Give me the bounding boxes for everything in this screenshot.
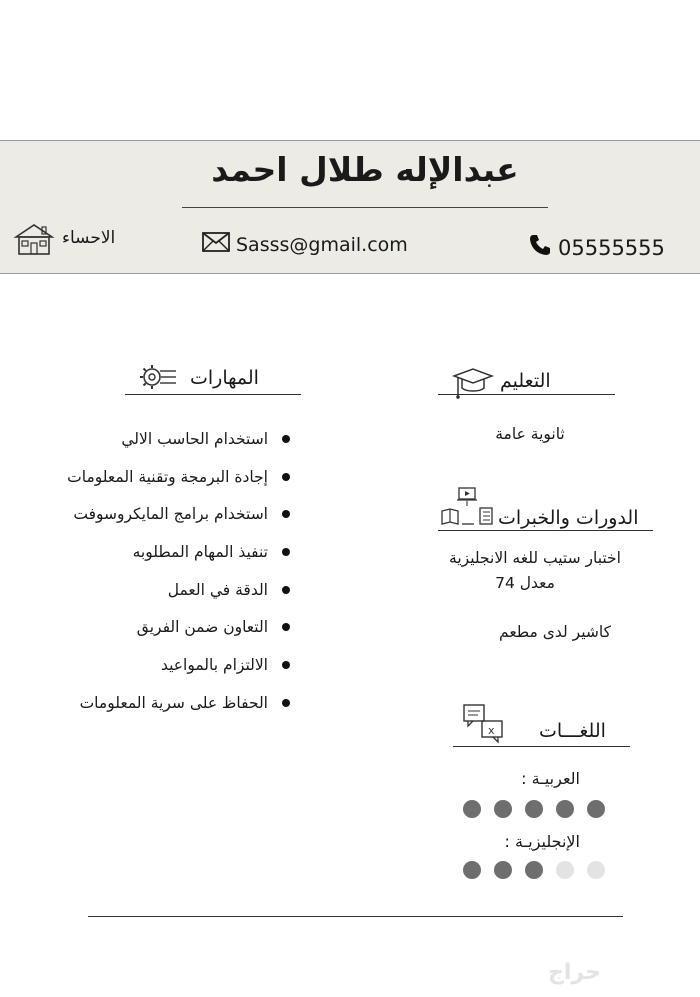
envelope-icon — [202, 232, 230, 257]
education-title: التعليم — [500, 370, 551, 392]
house-icon — [12, 222, 56, 261]
level-dot — [494, 861, 512, 879]
level-dot — [525, 861, 543, 879]
course-line-3: كاشير لدى مطعم — [499, 623, 611, 641]
level-dot — [463, 800, 481, 818]
arabic-label: العربيـة : — [521, 769, 580, 788]
location-text: الاحساء — [62, 227, 116, 248]
phone-contact[interactable] — [528, 233, 665, 262]
level-dot — [556, 861, 574, 879]
name-divider — [182, 207, 548, 208]
level-dot — [525, 800, 543, 818]
level-dot — [494, 800, 512, 818]
list-item: التعاون ضمن الفريق — [0, 608, 290, 646]
list-item: الحفاظ على سرية المعلومات — [0, 684, 290, 722]
languages-title: اللغـــات — [539, 720, 606, 742]
course-line-2: معدل 74 — [495, 574, 555, 592]
email-contact[interactable] — [202, 232, 408, 257]
level-dot — [463, 861, 481, 879]
footer-divider — [88, 916, 623, 917]
course-line-1: اختبار ستيب للغه الانجليزية — [449, 549, 621, 567]
english-label: الإنجليزيـة : — [504, 832, 580, 851]
translate-icon — [462, 703, 504, 749]
person-name: عبدالإله طلال احمد — [211, 150, 519, 189]
list-item: الدقة في العمل — [0, 571, 290, 609]
english-level-dots — [463, 861, 605, 879]
email-text: Sasss@gmail.com — [236, 233, 408, 256]
phone-icon — [528, 233, 552, 262]
list-item: إجادة البرمجة وتقنية المعلومات — [0, 458, 290, 496]
watermark: حراج — [548, 960, 601, 985]
list-item: استخدام برامج المايكروسوفت — [0, 495, 290, 533]
svg-text:x: x — [488, 724, 495, 737]
skills-title: المهارات — [190, 367, 259, 389]
education-value: ثانوية عامة — [495, 425, 565, 443]
list-item: استخدام الحاسب الالي — [0, 420, 290, 458]
phone-text: 05555555 — [558, 235, 665, 260]
location-contact — [12, 222, 115, 261]
level-dot — [587, 861, 605, 879]
education-underline — [438, 394, 615, 395]
laptop-book-icon — [440, 486, 496, 534]
languages-underline — [453, 746, 630, 747]
courses-underline — [438, 530, 653, 531]
list-item: تنفيذ المهام المطلوبه — [0, 533, 290, 571]
level-dot — [556, 800, 574, 818]
gear-icon — [138, 362, 178, 396]
courses-title: الدورات والخبرات — [498, 507, 639, 529]
list-item: الالتزام بالمواعيد — [0, 646, 290, 684]
level-dot — [587, 800, 605, 818]
graduation-cap-icon — [452, 366, 494, 404]
skills-underline — [125, 394, 301, 395]
skills-list — [0, 420, 290, 722]
arabic-level-dots — [463, 800, 605, 818]
